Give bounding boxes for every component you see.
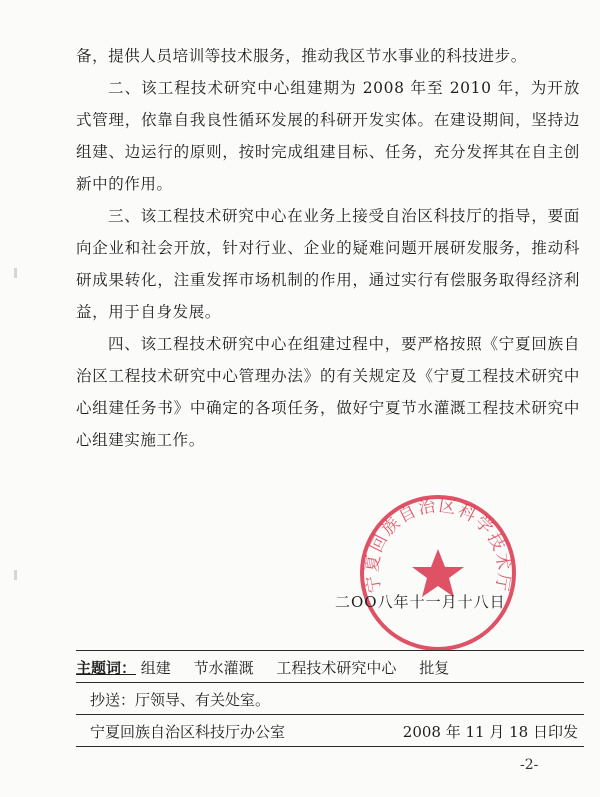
keyword-item: 节水灌溉 [193, 659, 254, 677]
keywords-row [76, 650, 584, 683]
issuer-row [76, 715, 584, 747]
official-seal [356, 491, 520, 655]
seal-star-icon [412, 549, 464, 597]
issue-date-signature: 二OO八年十一月十八日 [335, 593, 506, 611]
keyword-item: 批复 [419, 659, 450, 677]
keyword-item: 组建 [140, 659, 171, 677]
cc-row [76, 683, 584, 715]
cc-value: 厅领导、有关处室。 [135, 691, 271, 709]
scan-edge-mark [14, 570, 17, 580]
paragraph-1: 备，提供人员培训等技术服务，推动我区节水事业的科技进步。 [76, 47, 527, 65]
paragraph-2: 二、该工程技术研究中心组建期为 2008 年至 2010 年，为开放式管理，依靠自我良性循环发展的科研开发实体。在建设期间，坚持边组建、边运行的原则，按时完成组建目标、任务，充分发挥其在自主创新中的作用。 [76, 79, 580, 193]
keyword-item: 工程技术研究中心 [276, 659, 397, 677]
paragraph-3: 三、该工程技术研究中心在业务上接受自治区科技厅的指导，要面向企业和社会开放，针对行业、企业的疑难问题开展研发服务，推动科研成果转化，注重发挥市场机制的作用，通过实行有偿服务取得经济利益，用于自身发展。 [76, 207, 580, 321]
print-date: 2008 年 11 月 18 日印发 [402, 723, 578, 741]
scan-edge-mark [14, 268, 17, 278]
page-number: -2- [520, 757, 539, 773]
cc-label: 抄送： [90, 691, 136, 709]
paragraph-4: 四、该工程技术研究中心在组建过程中，要严格按照《宁夏回族自治区工程技术研究中心管理办法》的有关规定及《宁夏工程技术研究中心组建任务书》中确定的各项任务，做好宁夏节水灌溉工程技术研究中心组建实施工作。 [76, 335, 580, 449]
document-body [76, 40, 580, 456]
keywords-label: 主题词： [76, 659, 137, 677]
seal-text: 宁夏回族自治区科学技术厅 [362, 496, 514, 595]
issuer-name: 宁夏回族自治区科技厅办公室 [90, 723, 286, 741]
document-footer [76, 650, 584, 747]
